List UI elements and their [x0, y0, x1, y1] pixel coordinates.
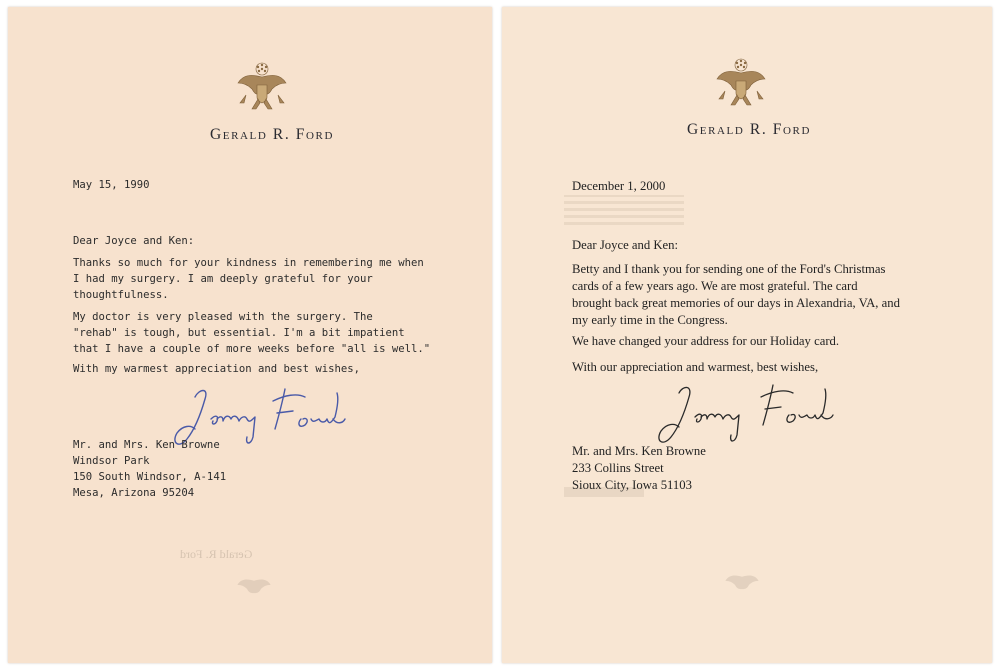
address-line: Mr. and Mrs. Ken Browne [572, 444, 706, 458]
body-paragraph-2: We have changed your address for our Holiday card. [572, 334, 840, 348]
body-line: Betty and I thank you for sending one of the Ford's Christmas [572, 262, 886, 276]
body-line: thoughtfulness. [73, 289, 169, 301]
recipient-address [73, 437, 226, 501]
body-line: brought back great memories of our days in Alexandria, VA, and [572, 296, 900, 310]
presidential-seal-icon [236, 61, 288, 117]
body-line: I had my surgery. I am deeply grateful for your [73, 273, 373, 285]
show-through-seal-icon [236, 569, 272, 609]
body-paragraph-2 [73, 309, 430, 357]
closing: With our appreciation and warmest, best wishes, [572, 360, 819, 374]
presidential-seal-icon [715, 57, 767, 113]
address-line: Windsor Park [73, 455, 150, 467]
closing: With my warmest appreciation and best wishes, [73, 363, 361, 375]
address-line: Mesa, Arizona 95204 [73, 487, 195, 499]
address-line: 150 South Windsor, A-141 [73, 471, 227, 483]
body-line: "rehab" is tough, but essential. I'm a bit impatient [73, 327, 405, 339]
show-through-letterhead: Gerald R. Ford [180, 547, 253, 561]
body-line: that I have a couple of more weeks before "all is well." [73, 343, 431, 355]
body-line: Thanks so much for your kindness in remembering me when [73, 257, 424, 269]
show-through-text [564, 195, 684, 225]
salutation: Dear Joyce and Ken: [73, 235, 195, 247]
letter-2000 [502, 7, 992, 663]
body-line: my early time in the Congress. [572, 313, 728, 327]
show-through-seal-icon [724, 565, 760, 605]
body-line: cards of a few years ago. We are most grateful. The card [572, 279, 858, 293]
letterhead-name: Gerald R. Ford [209, 126, 335, 143]
body-line: My doctor is very pleased with the surgery. The [73, 311, 373, 323]
letter-1990 [8, 7, 492, 663]
body-paragraph-1 [572, 261, 900, 329]
body-paragraph-1 [73, 255, 424, 303]
salutation: Dear Joyce and Ken: [572, 238, 679, 252]
address-line: Sioux City, Iowa 51103 [572, 478, 692, 492]
address-line: Mr. and Mrs. Ken Browne [73, 439, 220, 451]
address-line: 233 Collins Street [572, 461, 664, 475]
show-through-text [564, 487, 644, 497]
letter-date: December 1, 2000 [572, 179, 666, 193]
letterhead-name: Gerald R. Ford [686, 121, 812, 138]
letter-date: May 15, 1990 [73, 179, 150, 191]
